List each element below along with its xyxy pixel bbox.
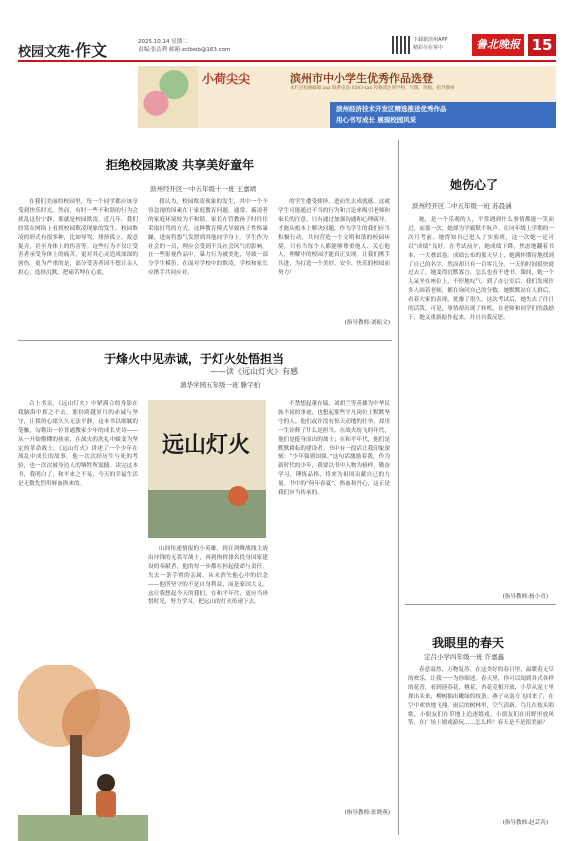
section-divider — [405, 604, 556, 605]
section-divider — [18, 340, 392, 341]
article-paragraph: 她，是一个乐观的人，平常遇到什么事情都能一笑而过，而那一次，她却为学霸默不吭声。在同年级上学期的一次月考前，她得知自己进入了实验班，这一次她一定可以“成绩”良好。在考试前夕，她成绩下降，焦虑地翻着书本，一大叠试卷。成绩公布的那天早上，她满怀期待地找到了自己的名字，然而却只有一百零几分。一天的时间很快就过去了，她变得沉默寡言，怎么也看不进书。课间，她一个人呆坐在座位上，不停地叹气。到了办公室后，我们发现许多人围着老师，都在询问自己的分数。她默默站在人群后，看着大家的表现，犹豫了很久。这次考试后，她失去了往日的活泼。可是，事情却出现了转机，在老师和同学们的鼓励下，她又重新振作起来，并且自我反思。 — [408, 217, 554, 321]
guide-teacher: (指导教师:赵芸芮) — [502, 820, 548, 826]
article-byline: 滨州经开区二中五年级一班 苏晨涵 — [412, 202, 512, 210]
article-byline: 蒲华学园五年级一班 滕宇柏 — [180, 381, 261, 389]
book-cover-hills — [148, 490, 266, 538]
article-column — [408, 216, 554, 588]
promo-line-2: 精彩尽在掌中 — [413, 45, 444, 51]
guide-teacher: (指导教师:刘振文) — [344, 320, 390, 326]
banner-subtitle: 本栏目投稿邮箱:xxx 联系电话:0543-xxx 投稿请注明学校、年级、班级、指导教师 — [290, 86, 455, 91]
book-cover-lantern — [228, 486, 248, 506]
column-divider — [398, 140, 399, 835]
article-column — [278, 198, 390, 318]
tree-reading-illustration — [18, 665, 148, 841]
dot-separator: · — [70, 45, 75, 60]
banner-blue-box — [330, 102, 556, 128]
issue-meta — [138, 38, 230, 54]
header-rule — [18, 60, 556, 62]
child-body — [96, 791, 116, 817]
book-cover-title: 远山灯火 — [162, 432, 251, 458]
article-paragraph: 不禁想起董存瑞、刘胡兰等英雄为中华民族不屈的事迹，也想起那些平凡岗位上默默坚守的人。他们或许没有惊天动地的壮举，却用一生诠释了什么是担当。在战火纷飞的年代，他们是挺身而出的战士；在和平年代，他们是默默耕耘的建设者。书中有一段话让我印象深刻：“少年强则国强。”这句话激励着我，作为新时代的少年，我要以书中人物为榜样，勤奋学习，锤炼品格，将来为祖国贡献自己的力量。书中的“何年春夏”，热血和丹心，这正是我们应当传承的。 — [278, 401, 390, 497]
article-column — [148, 545, 268, 815]
article-subtitle: ——读《远山灯火》有感 — [210, 367, 298, 376]
banner-blue-line-1: 滨州经济技术开发区精选推送优秀作品 — [336, 105, 447, 113]
article-column — [278, 400, 390, 805]
section-title — [18, 38, 107, 61]
article-column — [18, 400, 138, 665]
promo-line-1: 下载新滨州APP — [413, 37, 448, 43]
article-title: 于烽火中见赤诚，于灯火处悟担当 — [104, 352, 285, 366]
article-byline: 滨州经开区一中五年级十一班 王嘉靖 — [150, 185, 257, 193]
banner-brand: 小荷尖尖 — [202, 72, 251, 86]
section-name: 校园文苑 — [18, 45, 71, 60]
app-promo — [413, 36, 447, 52]
article-paragraph: 合上书页，《远山灯火》中紧满合的身影在我脑海中挥之不去。那份跨越岁月的赤诚与坚守，让我的心绪久久无法平静。这本书以细腻的笔触，勾勒出一位普通教家少年的成长史诗——从一开始懵懂的孩童，在战火的洗礼中蜕变为坚定的革命战士。《远山灯火》讲述了一个少年在战乱中成长的故事，他一次次经历生与死的考验，也一次次被身边人的牺牲所震撼。读完这本书，我明白了，和平来之不易，今天的幸福生活是无数先烈用鲜血换来的。 — [18, 401, 138, 488]
section-name-b: 作文 — [74, 41, 107, 60]
article-paragraph: 的学生遭受排挤，进而失去成就感。这就学生可能通过不当的行为和言论来吸引老师和家长的注意。只有通过加强沟通和心理疏导，才能从根本上解决问题。作为学生的我们应当积极行动，共同营造一个文明和谐的校园环境。只有当每个人都能够尊重他人、关心他人，理解中的校园才能真正实现。让我们携手共进，为打造一个美好、安全、快乐的校园而努力！ — [278, 199, 390, 277]
article-title: 拒绝校园欺凌 共享美好童年 — [106, 158, 255, 172]
banner-blue-line-2: 用心书写成长 展现校园风采 — [336, 116, 417, 124]
page-number: 15 — [528, 34, 556, 56]
banner-title: 滨州市中小学生优秀作品选登 — [290, 72, 433, 85]
article-title: 她伤心了 — [450, 178, 499, 192]
issue-editor: 责编:张洁利 邮箱:zclbwb@163.com — [138, 47, 231, 53]
issue-date: 2025.10.14 星期二 — [138, 39, 188, 45]
child-head — [97, 774, 115, 792]
grass — [18, 815, 148, 841]
book-cover — [148, 400, 266, 538]
article-paragraph: 我认为，校园欺凌现象的发生，其中一个不容忽视的因素在于家庭教育问题。通常，霸凌者的家庭环境较为不和谐，家长在管教孩子时往往采取打骂的方式。这种教育模式导致孩子性格暴躁，进而将怨气发泄到其他同学身上。学生作为社会的一员，理应会受到不良社会风气的影响。在一些影视作品中，暴力行为被美化，导致一部分学生模仿。在面对学校中的欺凌，学校和家长应携手共同应对。 — [148, 199, 268, 277]
guide-teacher: (指导教师:张晓燕) — [344, 810, 390, 816]
article-column — [408, 666, 554, 814]
article-paragraph: 春意盎然，万物复苏。在这美好的春日里，温暖着无尽的欢乐，让我一一为你细述。春天里，你可以闻到各式各样的花香，看到迎春花、桃花、杏花竞相开放，小草从泥土里探出头来，柳树抽出嫩绿的枝条。燕子从南方飞回来了，在空中欢快地飞翔。雨后的树林里，空气清新，鸟儿在枝头唱歌，小朋友们在草地上追逐嬉戏。小朋友们在田野里放风筝，在广场上嬉戏游玩……怎么样？春天是不是很美丽？ — [408, 667, 554, 727]
tree-trunk — [70, 735, 82, 825]
article-title: 我眼里的春天 — [432, 636, 505, 650]
article-column — [18, 198, 138, 333]
column-banner — [138, 66, 556, 128]
article-paragraph: 在我们美丽的校园里，每一个同学都应该享受到快乐时光。然而，有时一些不和谐的行为会扰乱这份宁静，那就是校园欺凌。近几年，我们经常在网络上看到校园欺凌现象的发生。校园欺凌的形式有很多种，比如辱骂、排挤孤立、故意捉弄，甚至身体上的伤害等。这些行为不仅让受害者承受身体上的痛苦，更对其心灵造成深深的创伤。更为严重的是，部分受害者因不想让亲人担心，选择沉默，把痛苦埋在心底。 — [18, 199, 138, 277]
lotus-icon — [138, 66, 198, 128]
article-paragraph: 山间传递情报的小英雄，到在剑峰战线主战由冲锋的无畏军战士，再到指挥排名投身国家建设的奉献者，他的每一步都在担起使命与责任。失去一条手臂的亲属，从未消失他心中的信念——他所坚守的不是自身利益，而是家国大义。这让我想起今天的我们，在和平年代，更应当珍惜时光，努力学习，把远山的灯火传递下去。 — [148, 546, 268, 606]
qr-code-icon — [392, 36, 410, 54]
article-byline: 定吕小学四年级一班 许嘉鑫 — [424, 653, 505, 661]
article-column — [148, 198, 268, 333]
guide-teacher: (指导教师:杨小青) — [502, 594, 548, 600]
paper-logo: 鲁北晚报 — [472, 34, 524, 56]
